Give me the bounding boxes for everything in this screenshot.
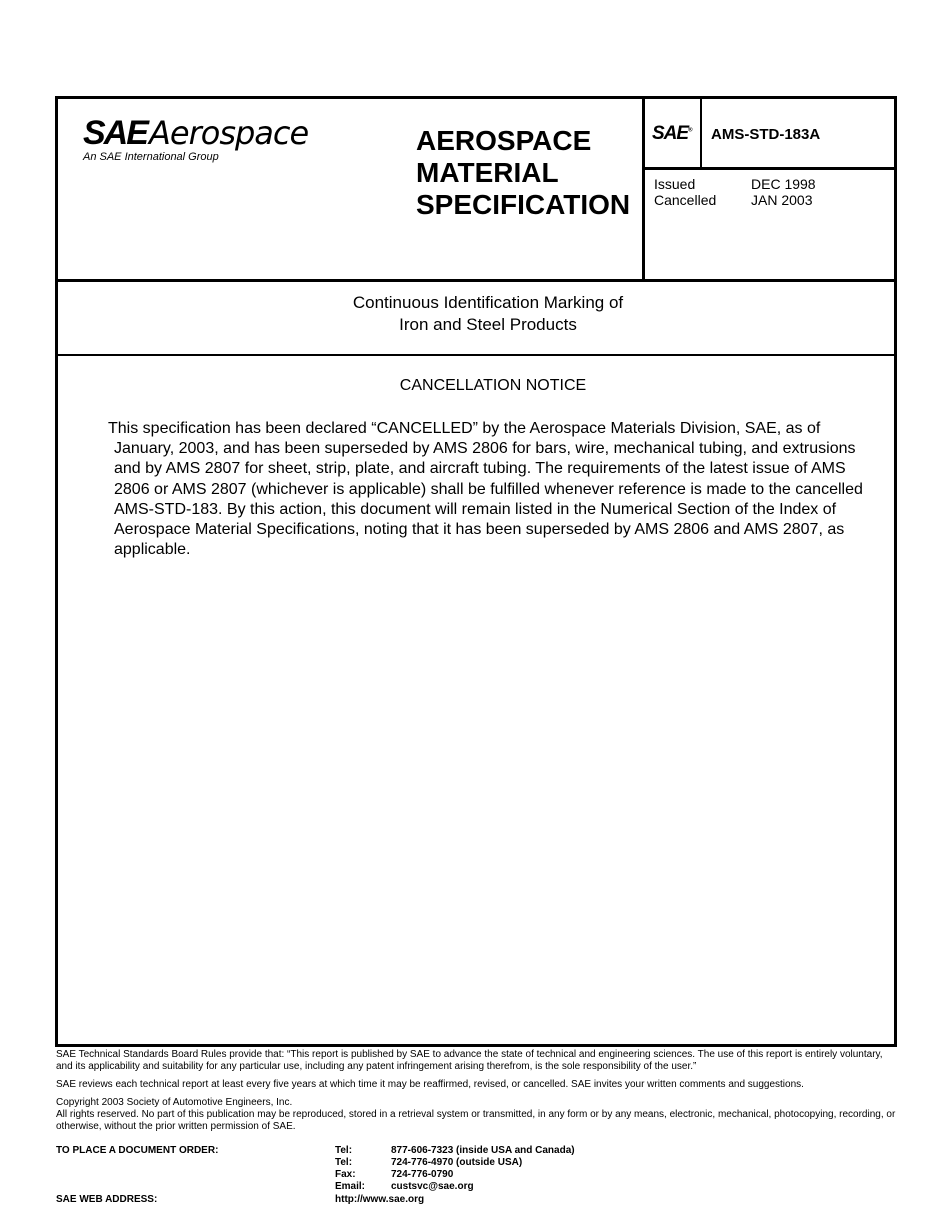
date-label: Issued: [654, 176, 696, 192]
document-title-band: [58, 282, 894, 356]
document-number-box: [645, 99, 894, 170]
small-sae-logo: SAE®: [652, 123, 692, 144]
contact-row: [335, 1181, 575, 1193]
title-line: Continuous Identification Marking of: [352, 293, 624, 312]
number-box-divider: [700, 99, 702, 167]
doc-type-line: MATERIAL: [416, 157, 559, 188]
contact-label: Fax:: [335, 1169, 356, 1180]
date-row-cancelled: [654, 192, 816, 208]
order-contacts: [335, 1145, 575, 1193]
web-address-link[interactable]: http://www.sae.org: [335, 1194, 425, 1205]
web-address-label: SAE WEB ADDRESS:: [56, 1194, 158, 1205]
document-number: AMS-STD-183A: [711, 126, 821, 143]
footer-notes: [56, 1049, 901, 1133]
footer-review: SAE reviews each technical report at least every five years at which time it may be reaffirmed, revised, or cancelled. SAE invites your written comments and suggestions.: [56, 1079, 804, 1090]
contact-row: [335, 1157, 575, 1169]
contact-label: Tel:: [335, 1145, 353, 1156]
contact-value: 724-776-0790: [391, 1169, 454, 1180]
date-value: DEC 1998: [751, 176, 816, 192]
order-label: TO PLACE A DOCUMENT ORDER:: [56, 1145, 219, 1156]
document-frame: [55, 96, 897, 1047]
contact-row: [335, 1169, 575, 1181]
document-title: [58, 292, 918, 336]
footer-rules: SAE Technical Standards Board Rules provide that: “This report is published by SAE to advance the state of technical and engineering sciences. The use of this report is entirely voluntary, and its applicability and suitability for any particular use, including any patent infringement arising therefrom, is the sole responsibility of the user.”: [56, 1049, 883, 1072]
document-dates: [654, 176, 816, 208]
doc-type-line: AEROSPACE: [416, 125, 592, 156]
date-label: Cancelled: [654, 192, 717, 208]
contact-row: [335, 1145, 575, 1157]
date-row-issued: [654, 176, 816, 192]
logo-tagline: An SAE International Group: [83, 151, 219, 163]
contact-value: 724-776-4970 (outside USA): [391, 1157, 523, 1168]
email-link[interactable]: custsvc@sae.org: [391, 1181, 474, 1192]
cancellation-heading: CANCELLATION NOTICE: [399, 377, 587, 394]
document-header: [58, 99, 894, 282]
footer-copyright: Copyright 2003 Society of Automotive Engineers, Inc.: [56, 1097, 293, 1108]
contact-value: 877-606-7323 (inside USA and Canada): [391, 1145, 575, 1156]
sae-aerospace-logo: [83, 115, 333, 165]
document-type-title: [416, 125, 630, 221]
title-line: Iron and Steel Products: [399, 315, 577, 334]
doc-type-line: SPECIFICATION: [416, 189, 631, 220]
cancellation-body: This specification has been declared “CANCELLED” by the Aerospace Materials Division, SAE, as of January, 2003, and has been superseded by AMS 2806 for bars, wire, mechanical tubing, and extrusions and by AMS 2807 for sheet, strip, plate, and aircraft tubing. The requirements of the latest issue of AMS 2806 or AMS 2807 (whichever is applicable) shall be fulfilled whenever reference is made to the cancelled AMS-STD-183. By this action, this document will remain listed in the Numerical Section of the Index of Aerospace Material Specifications, noting that it has been superseded by AMS 2806 and AMS 2807, as applicable.: [108, 420, 863, 559]
contact-label: Tel:: [335, 1157, 353, 1168]
date-value: JAN 2003: [751, 192, 813, 208]
logo-aerospace-text: Aerospace: [149, 114, 309, 152]
logo-sae-text: SAE: [83, 114, 147, 152]
footer-rights: All rights reserved. No part of this publication may be reproduced, stored in a retrieval system or transmitted, in any form or by any means, electronic, mechanical, photocopying, recording, or otherwise, without the prior written permission of SAE.: [56, 1109, 896, 1132]
contact-label: Email:: [335, 1181, 366, 1192]
